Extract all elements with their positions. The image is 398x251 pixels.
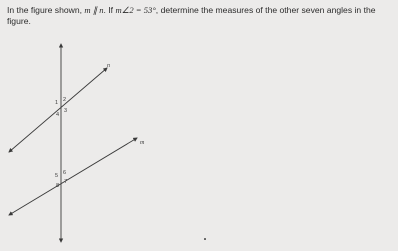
angle-label-6: 6: [63, 170, 67, 176]
angle-label-1: 1: [55, 100, 59, 106]
angle-label-2: 2: [63, 97, 67, 103]
angle-label-7: 7: [64, 179, 68, 185]
parallel-expression: m ∥ n: [84, 5, 104, 15]
question-given-prefix: . If: [103, 5, 116, 15]
line-label-m: m: [140, 140, 145, 146]
line-m: [9, 138, 137, 215]
line-label-n: n: [107, 63, 110, 69]
angle-label-4: 4: [56, 112, 60, 118]
angle-label-5: 5: [55, 173, 59, 179]
artifact-dot: [204, 238, 206, 240]
question-task: , determine the measures of the other seven angles in the figure.: [7, 5, 376, 26]
given-angle-expression: m∠2 = 53°: [115, 5, 156, 15]
question-intro: In the figure shown,: [7, 5, 85, 15]
line-n: [9, 68, 107, 152]
angle-label-3: 3: [64, 108, 68, 114]
angle-label-8: 8: [56, 183, 60, 189]
